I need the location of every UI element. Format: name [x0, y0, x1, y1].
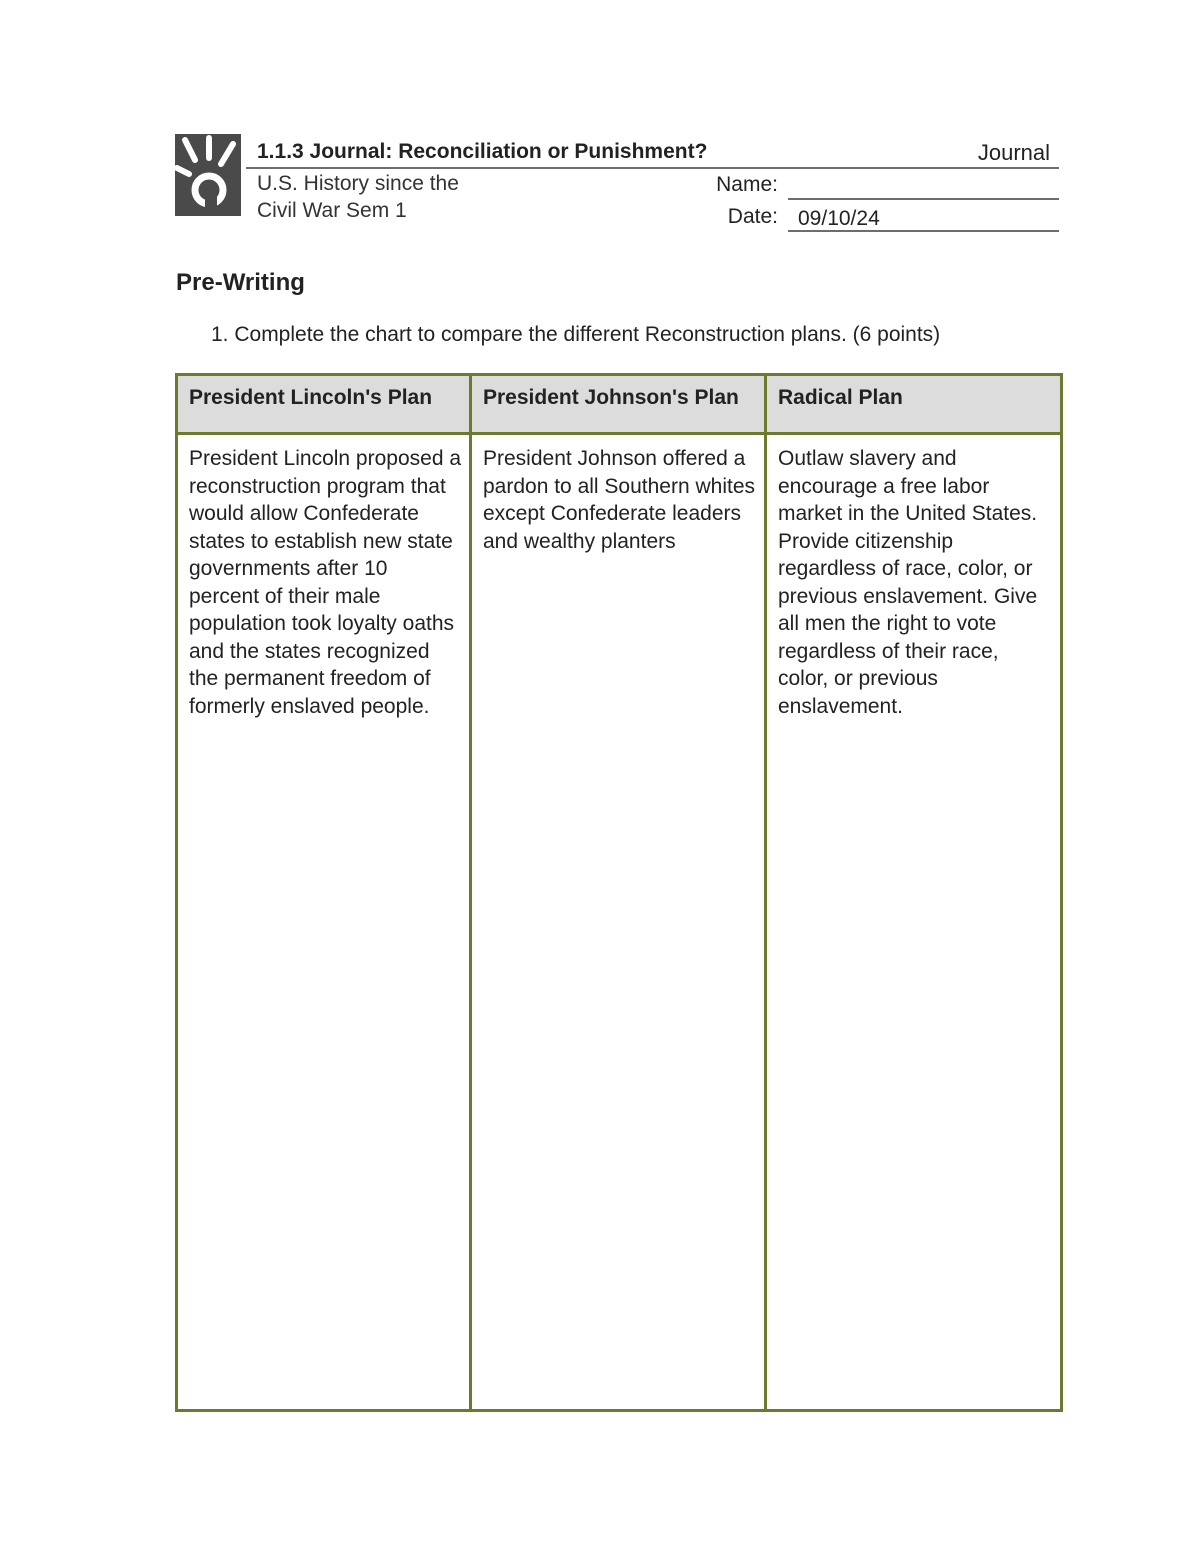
school-logo-icon — [175, 134, 241, 216]
name-field[interactable] — [788, 172, 1059, 200]
section-heading: Pre-Writing — [176, 269, 305, 296]
name-label: Name: — [716, 173, 778, 196]
date-field[interactable]: 09/10/24 — [788, 204, 1059, 232]
document-type-label: Journal — [977, 140, 1050, 165]
course-name-line-1: U.S. History since the — [257, 172, 459, 195]
table-row — [177, 434, 1062, 1411]
column-header-lincoln: President Lincoln's Plan — [177, 375, 471, 434]
course-name — [257, 170, 517, 224]
date-label: Date: — [727, 205, 778, 228]
course-name-line-2: Civil War Sem 1 — [257, 199, 407, 222]
radical-plan-cell[interactable]: Outlaw slavery and encourage a free labor market in the United States. Provide citizenship regardless of race, color, or previous enslavement. Give all men the right to vote regardless of their race, color, or previous enslavement. — [766, 434, 1062, 1411]
column-header-johnson: President Johnson's Plan — [471, 375, 766, 434]
column-header-radical: Radical Plan — [766, 375, 1062, 434]
reconstruction-plans-table — [175, 373, 1063, 1412]
table-header-row — [177, 375, 1062, 434]
johnson-plan-cell[interactable]: President Johnson offered a pardon to all Southern whites except Confederate leaders and wealthy planters — [471, 434, 766, 1411]
lincoln-plan-cell[interactable]: President Lincoln proposed a reconstruction program that would allow Confederate states to establish new state governments after 10 percent of their male population took loyalty oaths and the states recognized the permanent freedom of formerly enslaved people. — [177, 434, 471, 1411]
header-divider — [246, 167, 1059, 169]
journal-title: 1.1.3 Journal: Reconciliation or Punishment? — [257, 140, 708, 163]
question-prompt: 1. Complete the chart to compare the different Reconstruction plans. (6 points) — [211, 323, 941, 346]
